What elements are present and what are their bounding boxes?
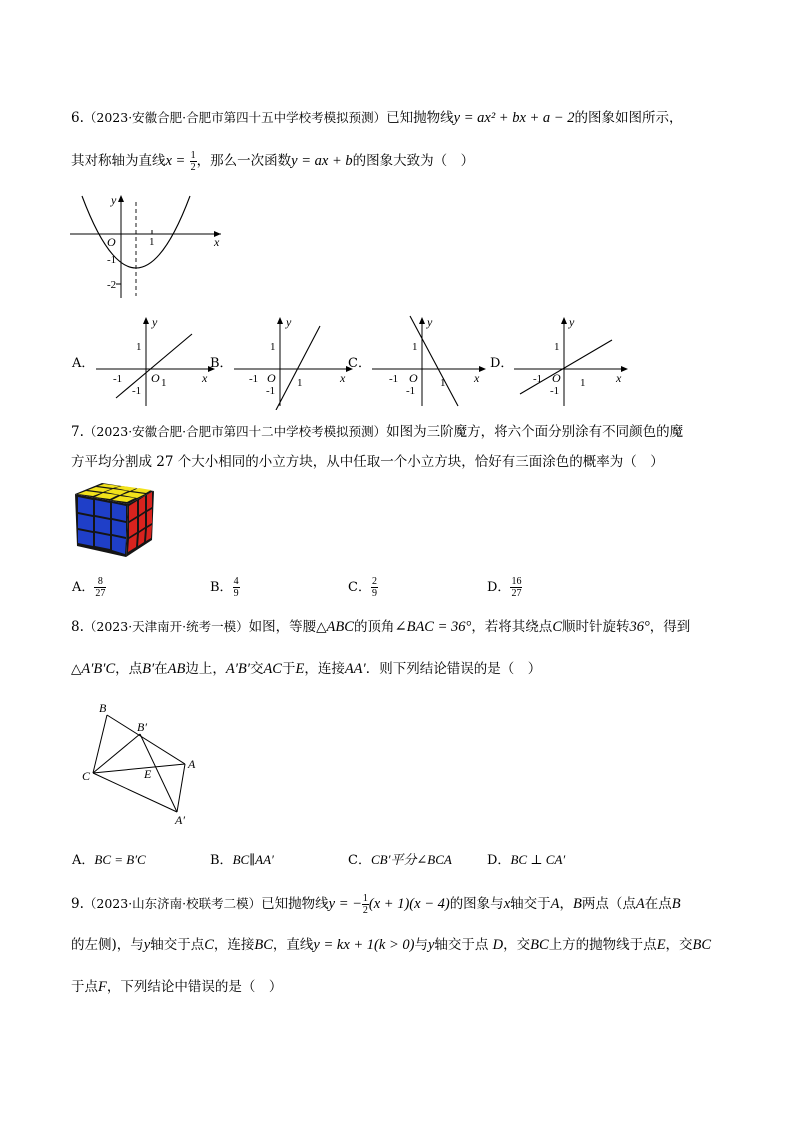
q6-line1 (71, 108, 682, 128)
tick-label: -1 (550, 385, 560, 397)
y-axis-arrow (419, 317, 425, 324)
fraction-numerator: 2 (371, 576, 377, 587)
q9-text: ，交 (503, 937, 531, 953)
q6-option-d-graph[interactable] (512, 312, 637, 410)
fraction-denominator: 9 (371, 588, 377, 599)
point-label-E: E (144, 767, 152, 781)
q8-text: 边上， (185, 661, 226, 677)
q6-text: 其对称轴为直线 (71, 153, 166, 169)
q6-option-b-graph[interactable] (232, 312, 357, 410)
q6-option-c-label[interactable]: C． (348, 356, 371, 371)
q6-option-c-graph[interactable] (370, 312, 495, 410)
origin-label: O (107, 235, 116, 249)
graph-line (410, 316, 458, 406)
tick-label: -1 (266, 385, 276, 397)
q9-text: ，连接 (213, 937, 255, 953)
option-fraction (94, 576, 106, 599)
tick-label: 1 (136, 341, 142, 353)
q8-text: 如图，等腰△ (248, 619, 327, 635)
q8-option-c[interactable] (348, 852, 452, 869)
q8-text: ，得到 (649, 619, 691, 635)
q8-triangle-figure (78, 698, 208, 828)
option-label: C． (348, 853, 371, 868)
x-label: x (214, 235, 220, 249)
q6-source: （2023·安徽合肥·合肥市第四十五中学校考模拟预测） (83, 110, 387, 125)
q9-text: ，交 (665, 937, 693, 953)
q6-axis-formula: x = (165, 153, 186, 169)
segment-CA (93, 764, 185, 773)
fraction-denominator: 27 (95, 588, 106, 599)
graph-line (116, 334, 192, 398)
fraction-denominator: 2 (362, 905, 368, 916)
q9-line2 (71, 935, 711, 955)
q8-math: C (552, 619, 562, 635)
q9-math: BC (692, 937, 712, 953)
x-label: x (616, 371, 622, 385)
point-label-B: B (99, 701, 107, 715)
q9-math: B (671, 896, 681, 912)
fraction-numerator: 1 (362, 893, 368, 904)
fraction-denominator: 27 (511, 588, 522, 599)
x-axis-arrow (621, 366, 628, 372)
q8-text: △ (71, 661, 82, 677)
q9-text: 上方的抛物线于点 (548, 937, 657, 953)
q6-option-d-label[interactable]: D． (490, 356, 514, 371)
tick-label: -1 (249, 373, 259, 385)
q9-math: y = kx + 1(k > 0) (313, 937, 415, 953)
q7-option-d[interactable] (487, 576, 522, 599)
tick-label: 1 (440, 377, 446, 389)
tick-label: 1 (580, 377, 586, 389)
origin-label: O (267, 371, 276, 385)
q8-option-d[interactable] (487, 852, 565, 869)
tick-label: -1 (406, 385, 416, 397)
tick-label: 1 (270, 341, 276, 353)
q9-line1 (71, 893, 681, 916)
tick-label: -1 (107, 254, 117, 266)
q8-number: 8. (71, 619, 84, 635)
q8-math: ABC (326, 619, 354, 635)
x-axis-arrow (479, 366, 486, 372)
q9-text: ， (559, 896, 573, 912)
tick-label: 1 (161, 377, 167, 389)
q9-source: （2023·山东济南·校联考二模） (83, 896, 262, 911)
segment-CBp (93, 734, 140, 773)
q8-math: B′ (142, 661, 155, 677)
fraction-numerator: 16 (511, 576, 522, 587)
q9-math: BC (530, 937, 549, 953)
origin-label: O (552, 371, 561, 385)
q9-text: 在点 (644, 896, 672, 912)
segment-CAp (93, 773, 177, 812)
q7-source: （2023·安徽合肥·合肥市第四十二中学校考模拟预测） (83, 424, 387, 439)
q7-number: 7. (71, 424, 84, 440)
segment-BC (93, 715, 107, 773)
q8-text: ，若将其绕点 (471, 619, 553, 635)
q9-math: x (503, 896, 511, 912)
q9-text: 的图象与 (449, 896, 504, 912)
q9-math: A (635, 896, 645, 912)
q8-math: A′B′C (81, 661, 116, 677)
q9-text: 已知抛物线 (261, 896, 329, 912)
origin-label: O (409, 371, 418, 385)
q8-math: AC (263, 661, 282, 677)
q6-number: 6. (71, 110, 84, 126)
q7-line1 (71, 422, 683, 442)
y-axis-arrow (277, 317, 283, 324)
q9-math: E (656, 937, 666, 953)
y-axis-arrow (118, 195, 124, 202)
q9-fraction (362, 893, 369, 916)
q9-math: A (550, 896, 560, 912)
y-axis-arrow (561, 317, 567, 324)
q6-option-a-graph[interactable] (94, 312, 219, 410)
q9-math: BC (254, 937, 273, 953)
q6-text: 的图象如图所示， (574, 110, 683, 126)
q8-math: 36° (629, 619, 650, 635)
q9-math: B (572, 896, 582, 912)
fraction-denominator: 9 (233, 588, 239, 599)
q9-math: D (492, 937, 504, 953)
tick-label: -1 (389, 373, 399, 385)
q8-text: ，连接 (304, 661, 345, 677)
option-label: A． (72, 853, 95, 868)
q6-text: ，那么一次函数 (196, 153, 292, 169)
q9-text: 两点（点 (581, 896, 636, 912)
y-label: y (427, 315, 433, 329)
fraction-numerator: 4 (233, 576, 239, 587)
q9-math: y (143, 937, 151, 953)
option-fraction (371, 576, 378, 599)
q6-text: 已知抛物线 (386, 110, 454, 126)
option-label: C． (348, 580, 371, 595)
tick-label: 1 (412, 341, 418, 353)
q8-math: AA′ (344, 661, 366, 677)
q8-text: ，点 (115, 661, 143, 677)
option-label: A． (72, 580, 95, 595)
q8-line1 (71, 617, 690, 637)
q8-math: AB (167, 661, 186, 677)
point-label-Bprime: B′ (137, 720, 147, 734)
origin-label: O (151, 371, 160, 385)
q9-math: y (427, 937, 435, 953)
q9-text: 轴交于点 (434, 937, 493, 953)
q8-text: 交 (249, 661, 264, 677)
point-label-A: A (188, 757, 196, 771)
q9-math: (x + 1)(x − 4) (368, 896, 450, 912)
tick-label: 1 (554, 341, 560, 353)
x-label: x (340, 371, 346, 385)
point-label-Aprime: A′ (175, 813, 185, 827)
tick-label: -1 (132, 385, 142, 397)
y-axis-arrow (143, 317, 149, 324)
y-label: y (286, 315, 292, 329)
option-label: D． (487, 580, 511, 595)
q7-option-a[interactable] (72, 576, 106, 599)
q9-text: ，直线 (272, 937, 314, 953)
graph-line (276, 326, 320, 410)
option-label: B． (210, 580, 233, 595)
q8-math: A′B′ (225, 661, 250, 677)
q6-option-a-label[interactable]: A． (72, 356, 95, 371)
tick-label: -1 (113, 373, 123, 385)
q6-option-b-label[interactable]: B． (210, 356, 233, 371)
y-label: y (111, 193, 117, 207)
graph-line (520, 340, 612, 394)
q7-line2: 方平均分割成 27 个大小相同的小立方块，从中任取一个小立方块，恰好有三面涂色的概率为（ ） (71, 454, 664, 470)
option-fraction (233, 576, 240, 599)
fraction-denominator: 2 (190, 162, 196, 173)
q6-line2 (71, 150, 474, 173)
y-label: y (152, 315, 158, 329)
q9-number: 9. (71, 896, 84, 912)
q8-text: ．则下列结论错误的是（ ） (365, 661, 542, 677)
q8-option-b[interactable] (210, 852, 274, 869)
x-label: x (202, 371, 208, 385)
q8-text: 的顶角 (353, 619, 395, 635)
q8-source: （2023·天津南开·统考一模） (83, 619, 249, 634)
option-label: D． (487, 853, 511, 868)
q9-text: 于点 (71, 979, 98, 995)
q8-text: 于 (281, 661, 296, 677)
q9-text: ，下列结论中错误的是（ ） (106, 979, 283, 995)
q6-parabola-formula: y = ax² + bx + a − 2 (453, 110, 575, 126)
tick-label: -2 (107, 279, 117, 291)
option-fraction (510, 576, 522, 599)
q6-linear-formula: y = ax + b (291, 153, 353, 169)
q8-option-a[interactable] (72, 852, 146, 869)
tick-label: -1 (533, 373, 543, 385)
q9-math: C (204, 937, 214, 953)
option-text: BC = B′C (94, 852, 146, 867)
q7-text: 如图为三阶魔方，将六个面分别涂有不同颜色的魔 (386, 424, 684, 440)
q9-text: 与 (414, 937, 428, 953)
q8-math: ∠BAC = 36° (394, 619, 472, 635)
x-label: x (474, 371, 480, 385)
q8-line2 (71, 659, 541, 679)
option-label: B． (210, 853, 233, 868)
option-text: BC ⊥ CA′ (510, 852, 566, 867)
q7-option-b[interactable] (210, 576, 240, 599)
fraction-numerator: 8 (94, 576, 106, 588)
q8-math: E (295, 661, 305, 677)
y-label: y (569, 315, 575, 329)
q6-text: 的图象大致为（ ） (352, 153, 475, 169)
fraction-numerator: 1 (190, 150, 196, 161)
q6-parabola-graph (66, 190, 236, 302)
tick-label: 1 (149, 236, 155, 248)
segment-AAp (177, 764, 185, 812)
q7-option-c[interactable] (348, 576, 378, 599)
q9-math: F (98, 979, 107, 995)
q9-math: y = − (328, 896, 362, 912)
q9-text: 轴交于 (510, 896, 551, 912)
rubik-cube-image (72, 480, 156, 558)
q9-text: 的左侧)，与 (71, 937, 144, 953)
q9-line3 (71, 977, 282, 997)
q8-text: 顺时针旋转 (561, 619, 630, 635)
option-text: CB′平分∠BCA (370, 852, 452, 867)
q9-text: 轴交于点 (150, 937, 205, 953)
tick-label: 1 (297, 377, 303, 389)
option-text: BC∥AA′ (232, 852, 274, 867)
point-label-C: C (82, 769, 91, 783)
q8-text: 在 (154, 661, 168, 677)
q6-half-fraction (190, 150, 197, 173)
